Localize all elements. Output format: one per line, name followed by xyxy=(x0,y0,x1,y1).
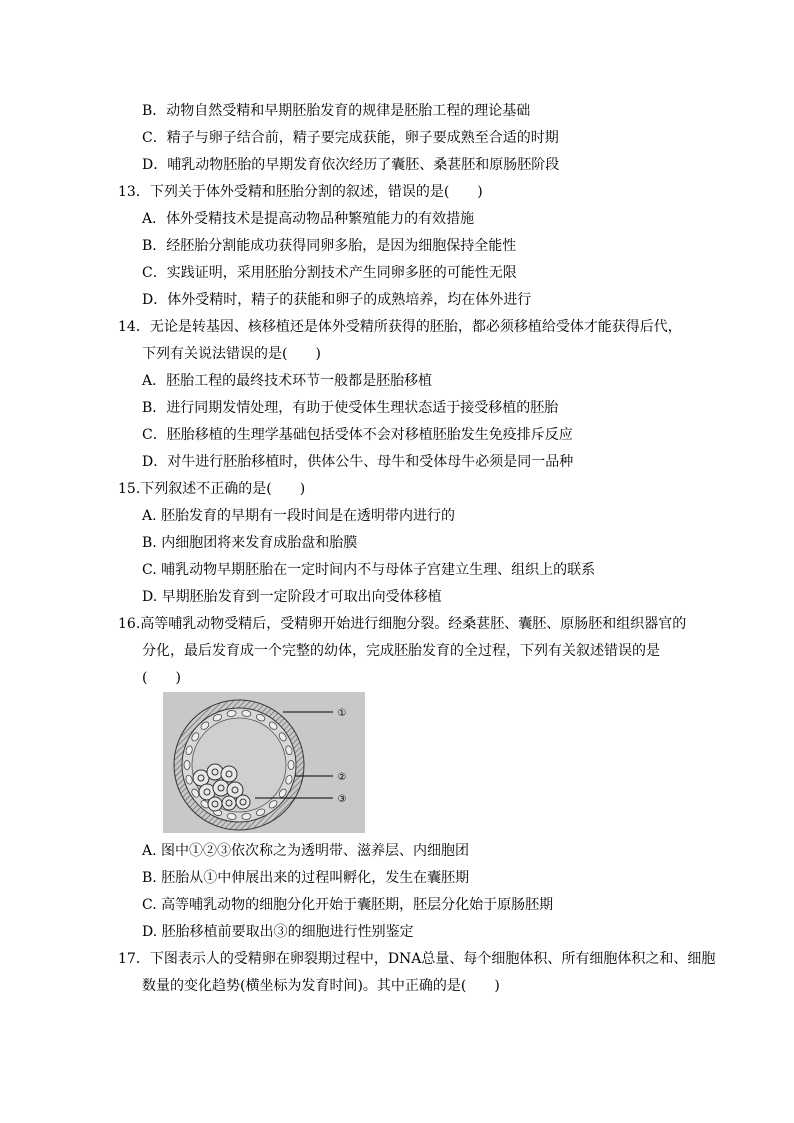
q12-option-c: C．精子与卵子结合前，精子要完成获能，卵子要成熟至合适的时期 xyxy=(142,130,559,146)
q14-option-a: A．胚胎工程的最终技术环节一般都是胚胎移植 xyxy=(142,373,433,389)
q13-option-c: C．实践证明，采用胚胎分割技术产生同卵多胚的可能性无限 xyxy=(142,265,517,281)
q14-option-d: D．对牛进行胚胎移植时，供体公牛、母牛和受体母牛必须是同一品种 xyxy=(142,454,574,470)
q17-stem-line1: 17．下图表示人的受精卵在卵裂期过程中，DNA总量、每个细胞体积、所有细胞体积之和、细胞 xyxy=(118,951,716,967)
q16-option-a: A. 图中①②③依次称之为透明带、滋养层、内细胞团 xyxy=(142,843,470,859)
blastocyst-figure xyxy=(163,692,365,833)
q14-stem-line1: 14．无论是转基因、核移植还是体外受精所获得的胚胎，都必须移植给受体才能获得后代， xyxy=(118,319,682,335)
q13-stem: 13．下列关于体外受精和胚胎分割的叙述，错误的是( ) xyxy=(118,184,483,200)
q16-option-d: D. 胚胎移植前要取出③的细胞进行性别鉴定 xyxy=(142,924,414,940)
q15-option-a: A. 胚胎发育的早期有一段时间是在透明带内进行的 xyxy=(142,508,456,524)
q12-option-d: D．哺乳动物胚胎的早期发育依次经历了囊胚、桑葚胚和原肠胚阶段 xyxy=(142,157,560,173)
figure-label-1: ① xyxy=(337,708,347,719)
trophoblast-cell xyxy=(288,761,294,770)
q16-stem-line2: 分化，最后发育成一个完整的幼体，完成胚胎发育的全过程，下列有关叙述错误的是 xyxy=(142,643,660,659)
q13-option-a: A．体外受精技术是提高动物品种繁殖能力的有效措施 xyxy=(142,211,475,227)
q17-stem-line2: 数量的变化趋势(横坐标为发育时间)。其中正确的是( ) xyxy=(142,978,500,994)
q15-stem: 15.下列叙述不正确的是( ) xyxy=(118,481,306,497)
q14-stem-line2: 下列有关说法错误的是( ) xyxy=(142,346,321,362)
q13-option-b: B．经胚胎分割能成功获得同卵多胎，是因为细胞保持全能性 xyxy=(142,238,517,254)
q13-option-d: D．体外受精时，精子的获能和卵子的成熟培养，均在体外进行 xyxy=(142,292,532,308)
q15-option-d: D. 早期胚胎发育到一定阶段才可取出向受体移植 xyxy=(142,589,442,605)
q15-option-b: B. 内细胞团将来发育成胎盘和胎膜 xyxy=(142,535,358,551)
figure-label-3: ③ xyxy=(337,794,347,805)
q14-option-c: C．胚胎移植的生理学基础包括受体不会对移植胚胎发生免疫排斥反应 xyxy=(142,427,573,443)
q15-option-c: C. 哺乳动物早期胚胎在一定时间内不与母体子宫建立生理、组织上的联系 xyxy=(142,562,596,578)
q12-option-b: B．动物自然受精和早期胚胎发育的规律是胚胎工程的理论基础 xyxy=(142,103,531,119)
q16-stem-line3: ( ) xyxy=(142,670,181,686)
q14-option-b: B．进行同期发情处理，有助于使受体生理状态适于接受移植的胚胎 xyxy=(142,400,559,416)
trophoblast-cell xyxy=(184,761,190,770)
figure-label-2: ② xyxy=(337,772,347,783)
q16-stem-line1: 16.高等哺乳动物受精后，受精卵开始进行细胞分裂。经桑葚胚、囊胚、原肠胚和组织器官的 xyxy=(118,616,687,632)
q16-option-b: B. 胚胎从①中伸展出来的过程叫孵化，发生在囊胚期 xyxy=(142,870,470,886)
q16-option-c: C. 高等哺乳动物的细胞分化开始于囊胚期，胚层分化始于原肠胚期 xyxy=(142,897,554,913)
